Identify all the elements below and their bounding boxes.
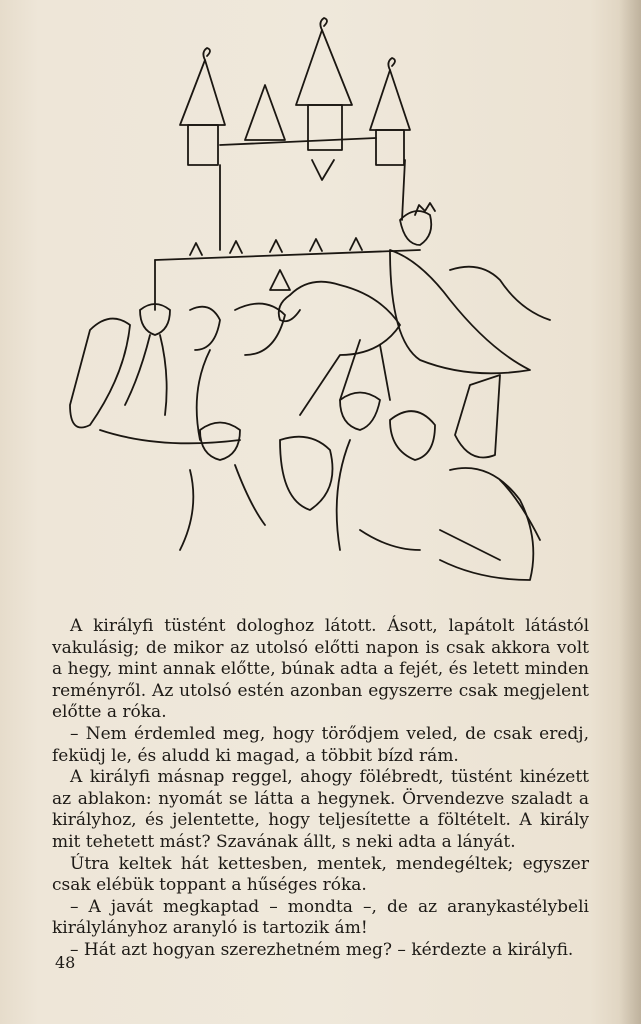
paragraph-3: A királyfi másnap reggel, ahogy fölébredt, tüstént kinézett az ablakon: nyomát se látta a hegynek. Örvendezve szaladt a királyhoz, és jelentette, hogy teljesítette a föltételt. A király mit tehetett mást? Szavának állt, s neki adta a lányát.: [52, 767, 589, 852]
paragraph-2: – Nem érdemled meg, hogy törődjem veled, de csak eredj, feküdj le, és aludd ki magad, a többit bízd rám.: [52, 723, 589, 766]
paragraph-1: A királyfi tüstént dologhoz látott. Ásott, lapátolt látástól vakulásig; de mikor az utolsó előtti napon is csak akkora volt a hegy, mint annak előtte, búnak adta a fejét, és letett minden reményről. Az utolsó estén azonban egyszerre csak megjelent előtte a róka.: [52, 616, 589, 723]
page-number: 48: [55, 953, 76, 972]
spine-shadow: [619, 0, 641, 1024]
paragraph-6: – Hát azt hogyan szerezhetném meg? – kérdezte a királyfi.: [70, 939, 574, 960]
castle-crowd-illustration: [60, 10, 580, 600]
paragraph-4: Útra keltek hát kettesben, mentek, mendegéltek; egyszer csak elébük toppant a hűséges róka.: [52, 853, 589, 896]
story-text: [52, 616, 589, 962]
paragraph-5: – A javát megkaptad – mondta –, de az aranykastélybeli királylányhoz aranyló is tartozik ám!: [52, 896, 589, 939]
